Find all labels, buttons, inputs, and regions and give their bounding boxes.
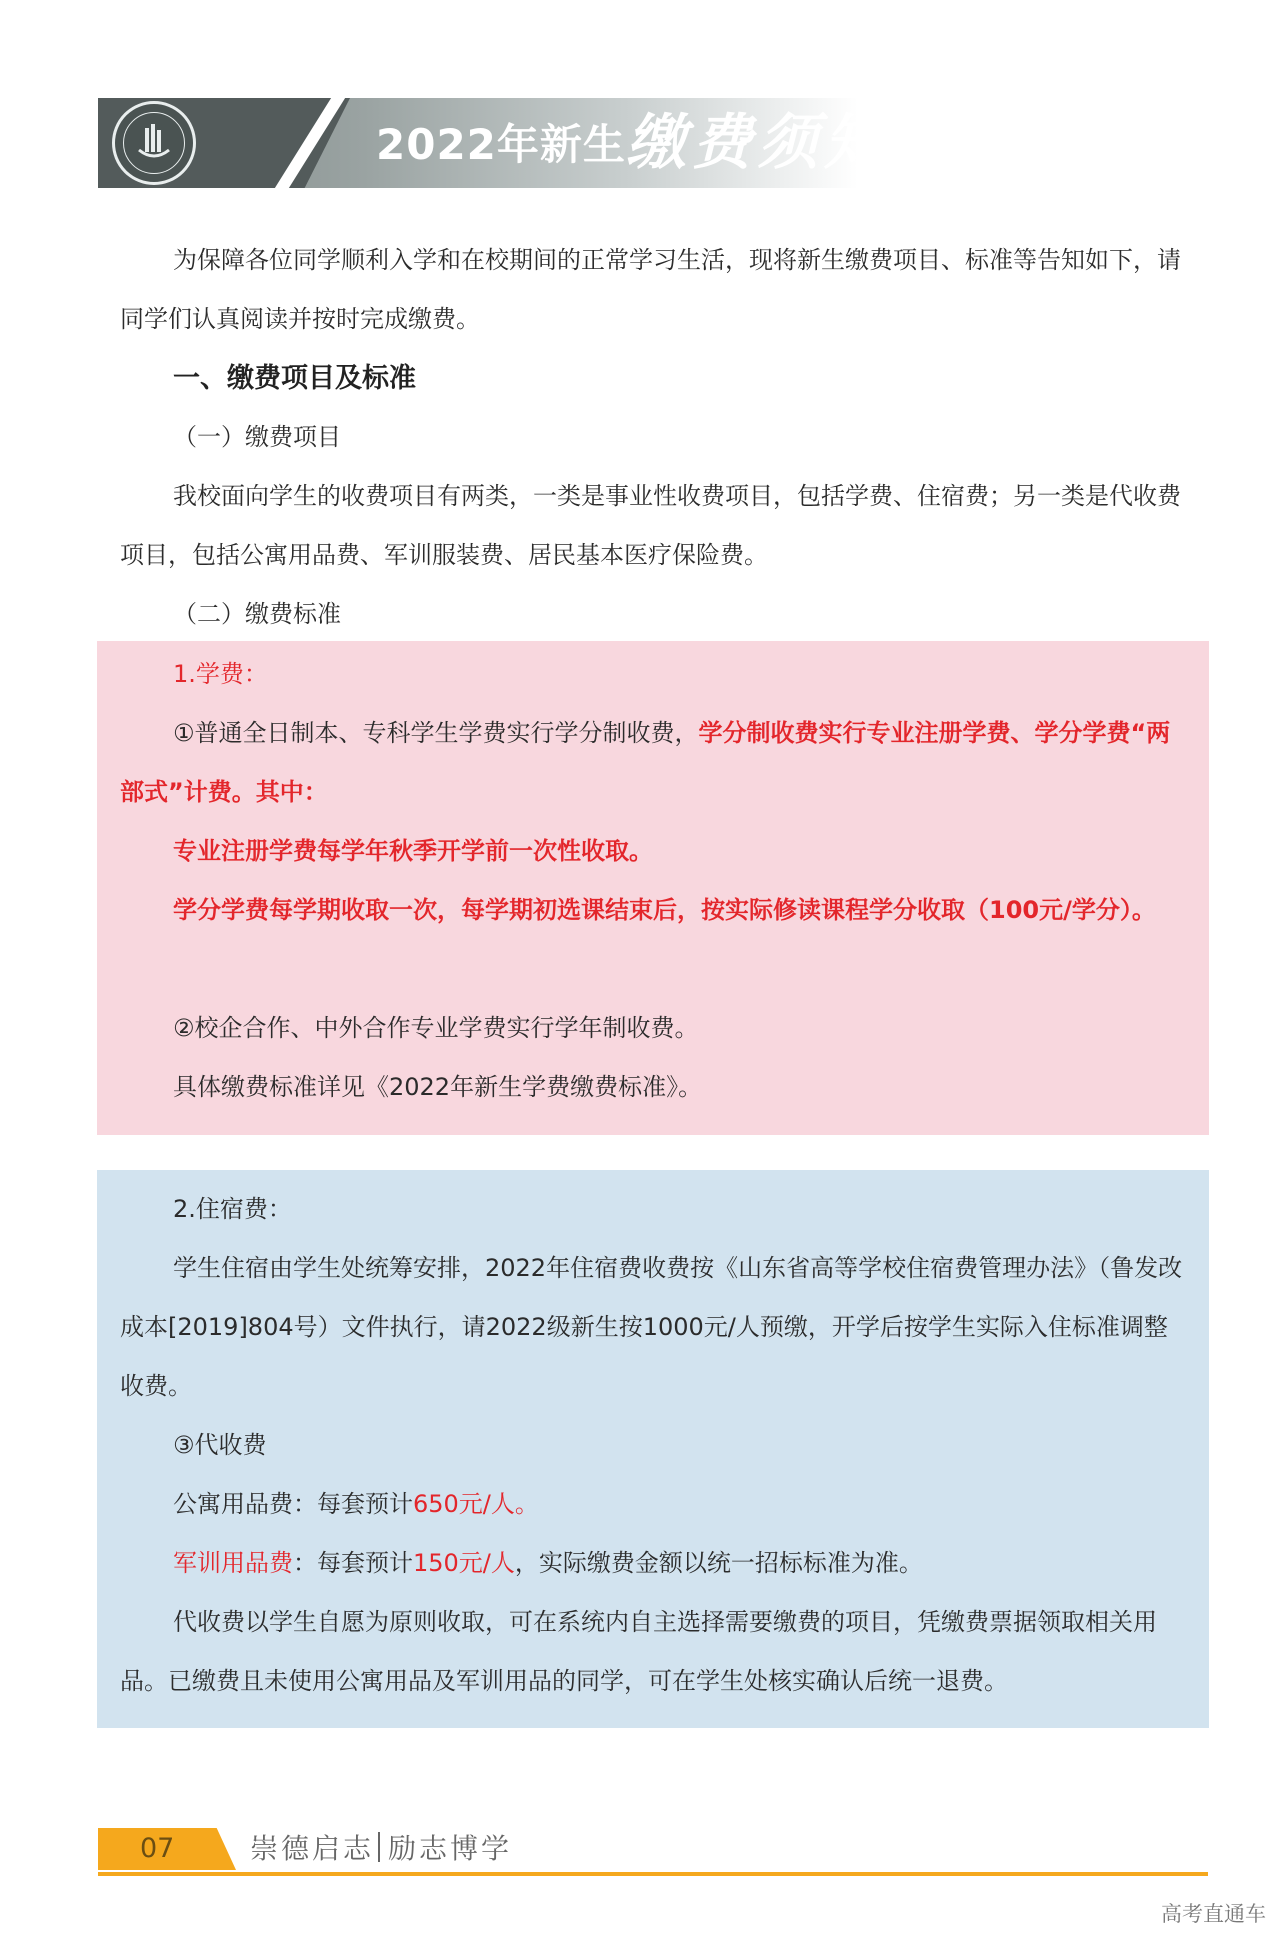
tuition-item2: ②校企合作、中外合作专业学费实行学年制收费。 — [173, 1014, 699, 1042]
title-calligraphy: 缴费须知 — [625, 108, 890, 178]
section-heading: 一、缴费项目及标准 — [173, 363, 416, 394]
military-fee-mid: ：每套预计 — [293, 1549, 413, 1577]
military-fee-line — [120, 1534, 1190, 1593]
motto-right: 励志博学 — [388, 1832, 513, 1865]
footer-rule — [98, 1872, 1208, 1876]
apartment-fee-line — [120, 1475, 1190, 1534]
items-paragraph: 我校面向学生的收费项目有两类，一类是事业性收费项目，包括学费、住宿费；另一类是代收费项目，包括公寓用品费、军训服装费、居民基本医疗保险费。 — [120, 482, 1181, 569]
tuition-item1-plain: ①普通全日制本、专科学生学费实行学分制收费， — [173, 719, 699, 747]
dorm-paragraph: 学生住宿由学生处统筹安排，2022年住宿费收费按《山东省高等学校住宿费管理办法》（鲁发改成本[2019]804号）文件执行，请2022级新生按1000元/人预缴，开学后按学生实际入住标准调整收费。 — [120, 1254, 1183, 1400]
subheading-items: （一）缴费项目 — [173, 423, 341, 451]
title-year: 2022年新生 — [376, 120, 626, 169]
credit-fee-text: 学分学费每学期收取一次，每学期初选课结束后，按实际修读课程学分收取（100元/学分）。 — [173, 896, 1156, 924]
title-banner — [98, 98, 890, 188]
logo-emblem-icon — [115, 104, 193, 182]
tuition-item1 — [120, 704, 1190, 822]
military-fee-label: 军训用品费 — [173, 1549, 293, 1577]
motto-divider — [378, 1832, 380, 1862]
dorm-title: 2.住宿费： — [173, 1195, 292, 1223]
page-title — [376, 110, 890, 176]
page-number: 07 — [140, 1833, 175, 1864]
university-logo — [112, 101, 196, 185]
military-fee-tail: ，实际缴费金额以统一招标标准为准。 — [514, 1549, 923, 1577]
intro-paragraph: 为保障各位同学顺利入学和在校期间的正常学习生活，现将新生缴费项目、标准等告知如下，请同学们认真阅读并按时完成缴费。 — [120, 246, 1181, 333]
watermark: 高考直通车 — [1161, 1902, 1266, 1926]
registration-fee-text: 专业注册学费每学年秋季开学前一次性收取。 — [173, 837, 653, 865]
tuition-detail: 具体缴费标准详见《2022年新生学费缴费标准》。 — [173, 1073, 703, 1101]
subheading-standards: （二）缴费标准 — [173, 600, 341, 628]
agency-title: ③代收费 — [173, 1431, 267, 1459]
motto-left: 崇德启志 — [250, 1832, 375, 1865]
military-fee-value: 150元/人 — [413, 1549, 515, 1577]
apartment-fee-value: 650元/人。 — [413, 1490, 539, 1518]
tuition-item1-red: 学分制收费实行专业注册学费、学分学费“两部式”计费。其中： — [120, 719, 1171, 806]
apartment-fee-label: 公寓用品费：每套预计 — [173, 1490, 413, 1518]
tuition-title: 1.学费： — [173, 660, 268, 688]
footer-motto — [250, 1828, 512, 1870]
agency-paragraph: 代收费以学生自愿为原则收取，可在系统内自主选择需要缴费的项目，凭缴费票据领取相关用品。已缴费且未使用公寓用品及军训用品的同学，可在学生处核实确认后统一退费。 — [120, 1608, 1157, 1695]
